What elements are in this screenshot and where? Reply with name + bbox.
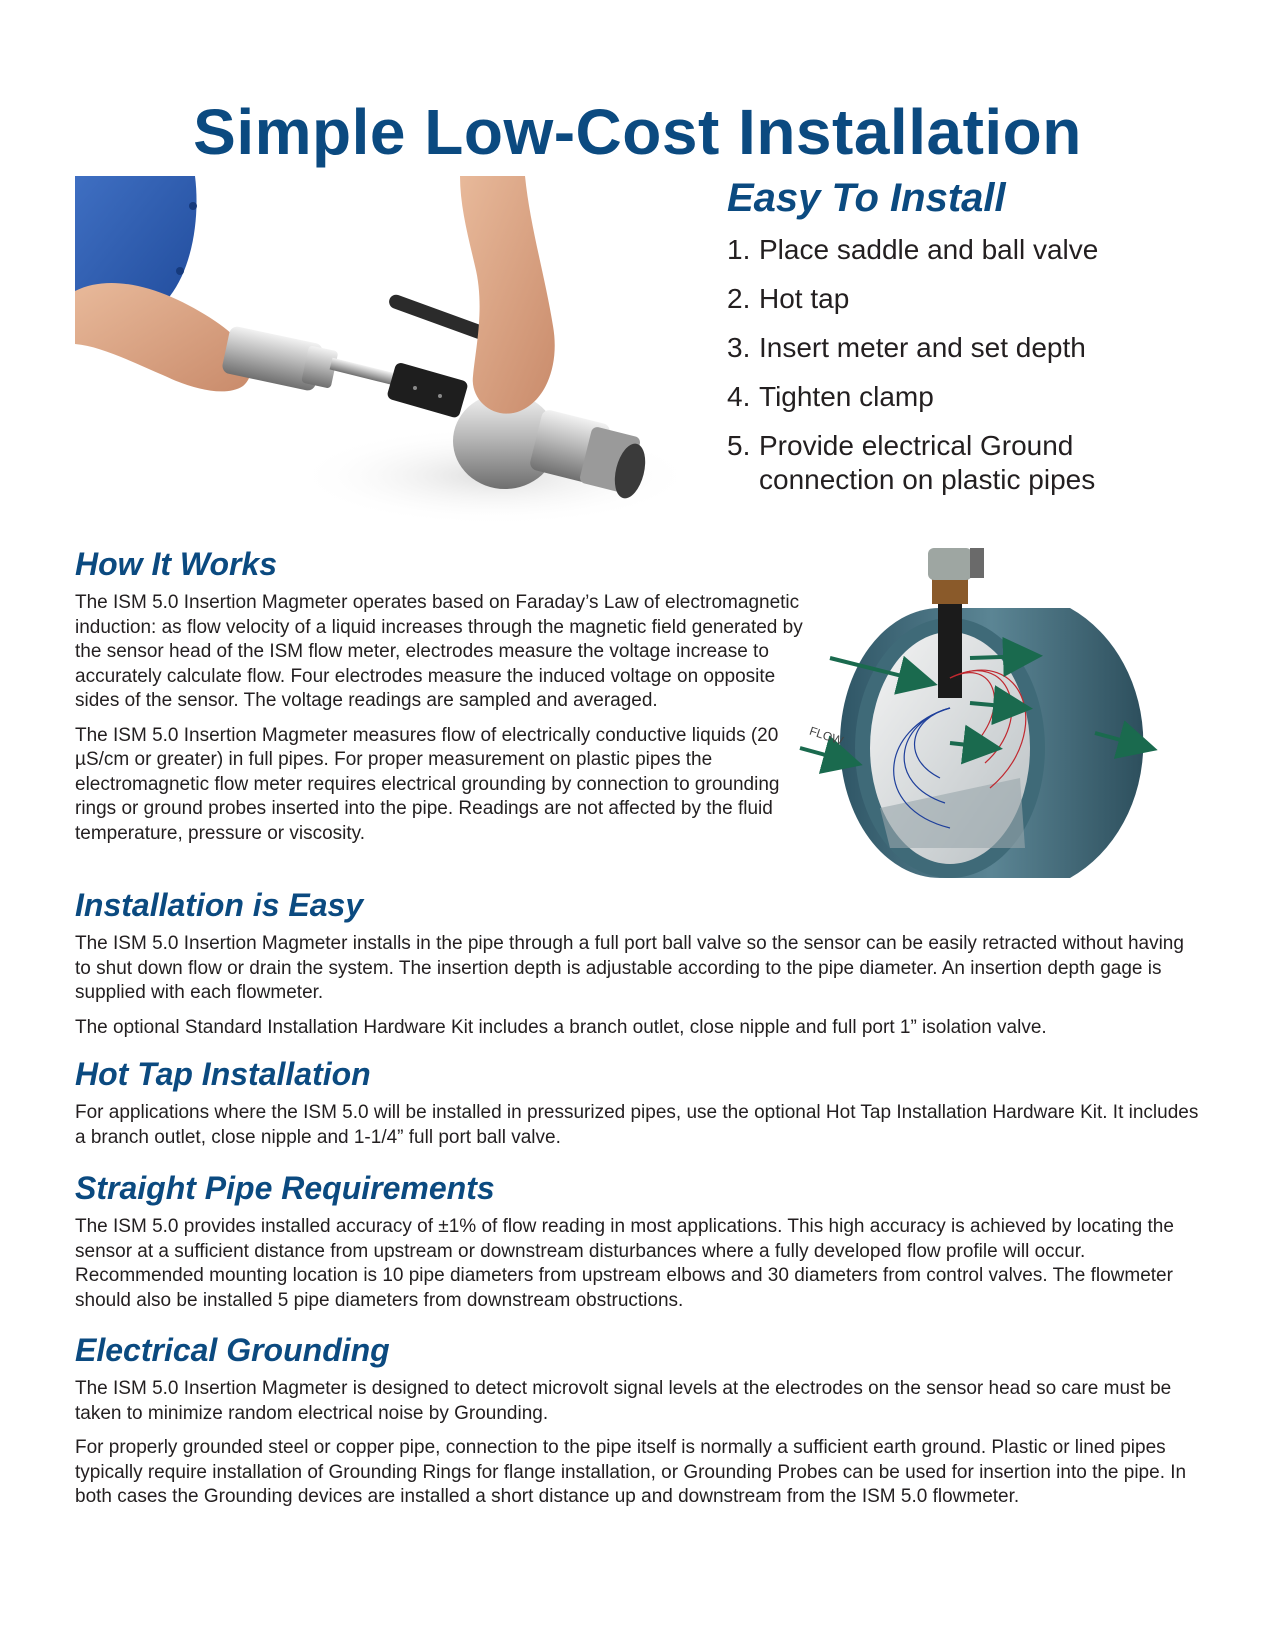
easy-install-heading: Easy To Install (727, 176, 1006, 220)
install-step (727, 380, 1247, 414)
install-step (727, 282, 1247, 316)
how-it-works-section (75, 546, 815, 856)
easy-install-section (727, 176, 1247, 512)
how-it-works-paragraph-2: The ISM 5.0 Insertion Magmeter measures flow of electrically conductive liquids (20 µS/cm or greater) in full pipes. For proper measurement on plastic pipes the electromagnetic flow meter requires electrical grounding by connection to grounding rings or ground probes inserted into the pipe. Readings are not affected by the fluid temperature, pressure or viscosity. (75, 724, 780, 844)
install-steps-list (727, 233, 1247, 497)
step-number: 1. (727, 234, 751, 265)
step-number: 5. (727, 430, 751, 461)
valve-body (928, 548, 972, 580)
hot-tap-section (75, 1056, 1200, 1160)
left-hand (75, 283, 251, 391)
install-step (727, 331, 1247, 365)
installation-easy-section (75, 887, 1200, 1050)
install-step (727, 429, 1247, 497)
straight-pipe-heading: Straight Pipe Requirements (75, 1170, 495, 1206)
step-number: 4. (727, 381, 751, 412)
hot-tap-heading: Hot Tap Installation (75, 1056, 371, 1092)
sensor-head (386, 362, 469, 419)
flow-arrow (970, 656, 1035, 658)
installation-easy-heading: Installation is Easy (75, 887, 364, 923)
grounding-section (75, 1332, 1200, 1520)
page-title: Simple Low-Cost Installation (193, 95, 1082, 168)
step-text: Place saddle and ball valve (759, 234, 1099, 265)
how-it-works-paragraph-1: The ISM 5.0 Insertion Magmeter operates based on Faraday’s Law of electromagnetic induction: as flow velocity of a liquid increases through the magnetic field generated by the sensor head of the ISM flow meter, electrodes measure the voltage increase to accurately calculate flow. Four electrodes measure the induced voltage on opposite sides of the sensor. The voltage readings are sampled and averaged. (75, 592, 803, 711)
installation-photo (75, 176, 695, 531)
installation-easy-paragraph-2: The optional Standard Installation Hardware Kit includes a branch outlet, close nipple and full port 1” isolation valve. (75, 1016, 1047, 1038)
hot-tap-paragraph: For applications where the ISM 5.0 will be installed in pressurized pipes, use the optional Hot Tap Installation Hardware Kit. It includes a branch outlet, close nipple and 1-1/4” full port ball valve. (75, 1102, 1199, 1148)
flow-label: FLOW (807, 723, 845, 748)
grounding-paragraph-1: The ISM 5.0 Insertion Magmeter is designed to detect microvolt signal levels at the electrodes on the sensor head so care must be taken to minimize random electrical noise by Grounding. (75, 1378, 1172, 1424)
flow-diagram (807, 548, 1220, 888)
step-text: Tighten clamp (759, 381, 934, 412)
sensor-stem (938, 588, 962, 698)
step-number: 2. (727, 283, 751, 314)
step-text: Hot tap (759, 283, 850, 314)
how-it-works-heading: How It Works (75, 546, 278, 582)
step-number: 3. (727, 332, 751, 363)
grounding-heading: Electrical Grounding (75, 1332, 390, 1368)
step-text: Provide electrical Ground connection on plastic pipes (759, 430, 1096, 495)
step-text: Insert meter and set depth (759, 332, 1086, 363)
straight-pipe-paragraph: The ISM 5.0 provides installed accuracy of ±1% of flow reading in most applications. This high accuracy is achieved by locating the sensor at a sufficient distance from upstream or downstream disturbances where a fully developed flow profile will occur. Recommended mounting location is 10 pipe diameters from upstream elbows and 30 diameters from control valves. The flowmeter should also be installed 5 pipe diameters from downstream obstructions. (75, 1216, 1174, 1311)
straight-pipe-section (75, 1170, 1200, 1323)
installation-easy-paragraph-1: The ISM 5.0 Insertion Magmeter installs in the pipe through a full port ball valve so the sensor can be easily retracted without having to shut down flow or drain the system. The insertion depth is adjustable according to the pipe diameter. An insertion depth gage is supplied with each flowmeter. (75, 933, 1184, 1003)
grounding-paragraph-2: For properly grounded steel or copper pipe, connection to the pipe itself is normally a sufficient earth ground. Plastic or lined pipes typically require installation of Grounding Rings for flange installation, or Grounding Probes can be used for insertion into the pipe. In both cases the Grounding devices are installed a short distance up and downstream from the ISM 5.0 flowmeter. (75, 1437, 1187, 1507)
install-step (727, 233, 1247, 267)
right-hand (460, 176, 555, 414)
